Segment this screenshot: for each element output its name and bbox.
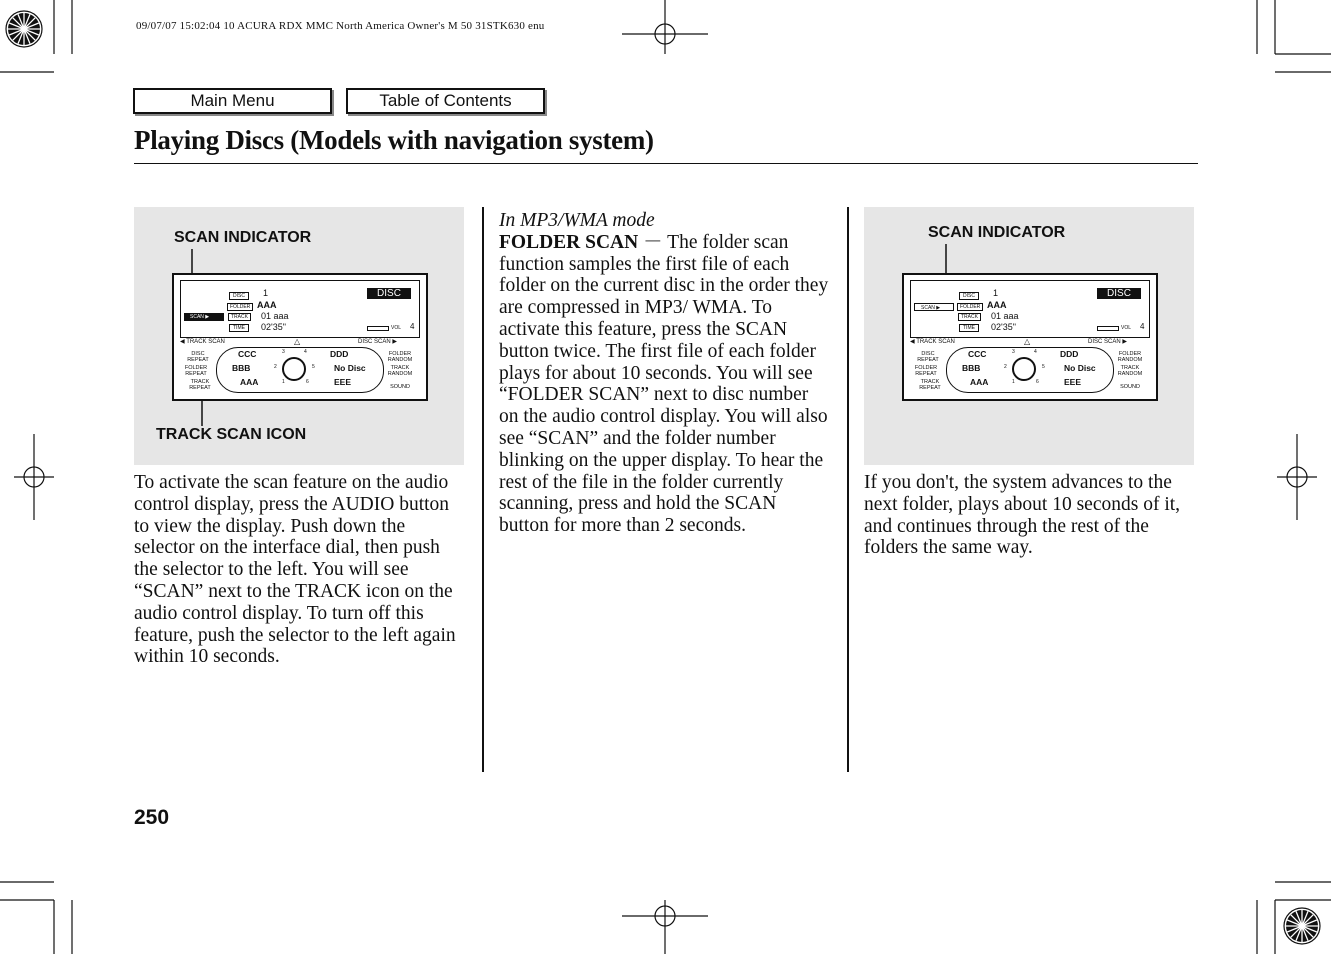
page-title: Playing Discs (Models with navigation system) <box>134 125 654 155</box>
disc-scan-text: DISC SCAN <box>358 339 391 345</box>
disc-scan-row: DISC SCAN ▶ <box>358 339 397 345</box>
slot-bbb: BBB <box>232 363 251 373</box>
vol-value: 4 <box>1140 322 1145 331</box>
disc-number: 1 <box>993 288 999 298</box>
num-6: 6 <box>1036 379 1039 385</box>
folder-scan-term: FOLDER SCAN <box>499 231 639 253</box>
right-column-text: If you don't, the system advances to the next folder, plays about 10 seconds of it, and continues through the rest of the folders the same way. <box>864 472 1181 559</box>
scan-indicator-label-right: SCAN INDICATOR <box>928 224 1066 241</box>
track-scan-row: ◀ TRACK SCAN <box>910 339 955 345</box>
slot-aaa: AAA <box>970 377 989 387</box>
disc-repeat-label: DISC REPEAT <box>917 351 939 363</box>
track-random-label: TRACK RANDOM <box>1117 365 1143 377</box>
slot-ddd: DDD <box>330 349 349 359</box>
audio-display <box>172 273 428 401</box>
num-5: 5 <box>312 364 315 370</box>
slot-eee: EEE <box>1064 377 1082 387</box>
disc-scan-row: DISC SCAN ▶ <box>1088 339 1127 345</box>
num-4: 4 <box>1034 349 1037 355</box>
sound-label: SOUND <box>390 384 410 390</box>
num-1: 1 <box>282 379 285 385</box>
track-name: 01 aaa <box>991 311 1019 321</box>
folder-repeat-label: FOLDER REPEAT <box>184 365 208 377</box>
slot-ddd: DDD <box>1060 349 1079 359</box>
disc-number: 1 <box>263 288 269 298</box>
volume-bar <box>1097 326 1119 331</box>
slot-aaa: AAA <box>240 377 259 387</box>
mode-badge: DISC <box>1097 288 1141 299</box>
lower-control-panel <box>178 347 420 393</box>
track-repeat-label: TRACK REPEAT <box>189 379 211 391</box>
disc-scan-text: DISC SCAN <box>1088 339 1121 345</box>
disc-tag: DISC <box>229 292 249 300</box>
track-scan-text: TRACK SCAN <box>186 339 225 345</box>
left-column-text: To activate the scan feature on the audio control display, press the AUDIO button to view the display. Push down the selector on the interface dial, then push the selector to the left. You will see “SCAN” next to the TRACK icon on the audio control display. To turn off this feature, push the selector to the left again within 10 seconds. <box>134 472 456 668</box>
left-figure <box>134 207 464 465</box>
upper-info-panel-right <box>910 280 1150 338</box>
sound-label: SOUND <box>1120 384 1140 390</box>
folder-random-label: FOLDER RANDOM <box>1117 351 1143 363</box>
time-tag: TIME <box>229 324 249 332</box>
folder-scan-paragraph <box>499 232 829 537</box>
right-figure <box>864 207 1194 465</box>
selector-knob <box>282 357 306 381</box>
slot-no-disc: No Disc <box>334 363 366 373</box>
term-dash: － <box>643 231 663 253</box>
warning-icon: △ <box>1024 337 1031 346</box>
track-name: 01 aaa <box>261 311 289 321</box>
vol-label: VOL <box>391 325 402 331</box>
slot-ccc: CCC <box>968 349 987 359</box>
scan-tag-folder: SCAN ▶ <box>914 303 954 311</box>
time-value: 02'35" <box>991 322 1016 332</box>
audio-display-right <box>902 273 1158 401</box>
folder-name: AAA <box>987 300 1007 310</box>
track-tag: TRACK <box>228 313 251 321</box>
folder-tag: FOLDER <box>957 303 983 311</box>
scan-tag-text: SCAN <box>190 314 204 320</box>
selector-knob <box>1012 357 1036 381</box>
slot-eee: EEE <box>334 377 352 387</box>
track-scan-icon-label: TRACK SCAN ICON <box>156 426 307 443</box>
num-5: 5 <box>1042 364 1045 370</box>
num-4: 4 <box>304 349 307 355</box>
upper-info-panel <box>180 280 420 338</box>
warning-icon: △ <box>294 337 301 346</box>
scan-tag-text: SCAN <box>921 305 935 311</box>
num-2: 2 <box>1004 364 1007 370</box>
num-6: 6 <box>306 379 309 385</box>
scan-tag: SCAN ▶ <box>184 313 224 321</box>
title-divider <box>134 163 1198 164</box>
main-menu-button[interactable]: Main Menu <box>133 88 332 114</box>
column-divider-right <box>847 207 849 772</box>
vol-value: 4 <box>410 322 415 331</box>
track-repeat-label: TRACK REPEAT <box>919 379 941 391</box>
folder-repeat-label: FOLDER REPEAT <box>914 365 938 377</box>
track-scan-row: ◀ TRACK SCAN <box>180 339 225 345</box>
print-header: 09/07/07 15:02:04 10 ACURA RDX MMC North America Owner's M 50 31STK630 enu <box>136 20 545 32</box>
disc-repeat-label: DISC REPEAT <box>187 351 209 363</box>
slot-bbb: BBB <box>962 363 981 373</box>
page-number: 250 <box>134 806 170 829</box>
track-tag: TRACK <box>958 313 981 321</box>
num-2: 2 <box>274 364 277 370</box>
column-divider-left <box>482 207 484 772</box>
vol-label: VOL <box>1121 325 1132 331</box>
num-3: 3 <box>282 349 285 355</box>
num-3: 3 <box>1012 349 1015 355</box>
middle-column <box>499 210 829 537</box>
scan-indicator-label: SCAN INDICATOR <box>174 229 312 246</box>
slot-ccc: CCC <box>238 349 257 359</box>
folder-name: AAA <box>257 300 277 310</box>
lower-control-panel-right <box>908 347 1150 393</box>
time-tag: TIME <box>959 324 979 332</box>
slot-no-disc: No Disc <box>1064 363 1096 373</box>
track-scan-text: TRACK SCAN <box>916 339 955 345</box>
volume-bar <box>367 326 389 331</box>
folder-scan-text: The folder scan function samples the first file of each folder on the current disc in the order they are compressed in MP3/ WMA. To activate this feature, press the SCAN button twice. The first file of each folder plays for about 10 seconds. You will see “FOLDER SCAN” next to disc number on the audio control display. You will also see “SCAN” and the folder number blinking on the upper display. To hear the rest of the file in the folder currently scanning, press and hold the SCAN button for more than 2 seconds. <box>499 231 829 537</box>
mode-heading: In MP3/WMA mode <box>499 210 655 231</box>
folder-tag: FOLDER <box>227 303 253 311</box>
disc-tag: DISC <box>959 292 979 300</box>
mode-badge: DISC <box>367 288 411 299</box>
time-value: 02'35" <box>261 322 286 332</box>
num-1: 1 <box>1012 379 1015 385</box>
table-of-contents-button[interactable]: Table of Contents <box>346 88 545 114</box>
track-random-label: TRACK RANDOM <box>387 365 413 377</box>
folder-random-label: FOLDER RANDOM <box>387 351 413 363</box>
